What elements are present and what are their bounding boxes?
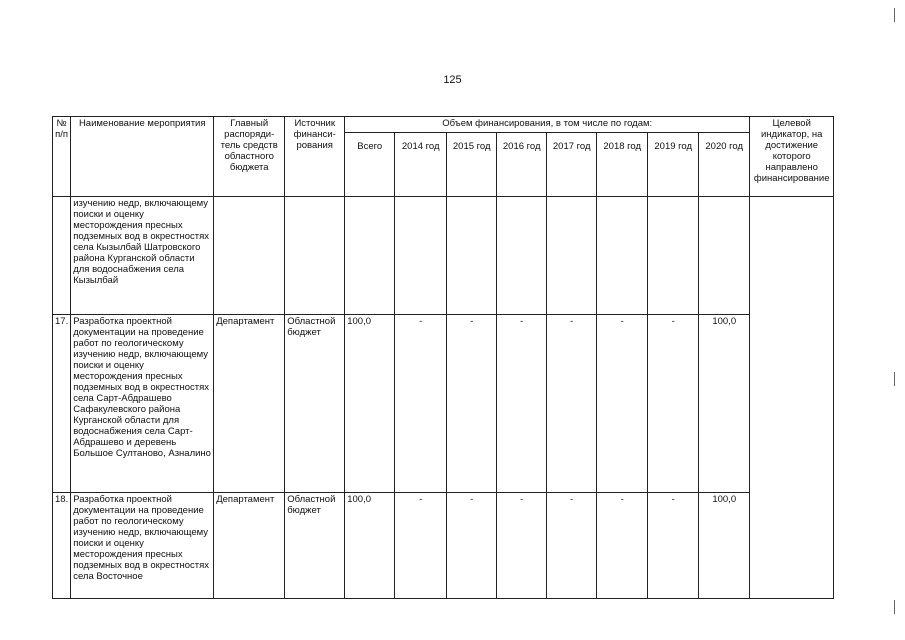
row-total: 100,0	[345, 315, 395, 493]
row-2018: -	[597, 493, 648, 599]
row-2015: -	[447, 493, 497, 599]
header-funding-group: Объем финансирования, в том числе по годам:	[345, 117, 750, 133]
header-col-2018: 2018 год	[597, 133, 648, 197]
row-name: изучению недр, включающему поиски и оценку месторождения пресных подземных вод в окрестностях села Кызылбай Шатровского района Курганской области для водоснабжения села Кызылбай	[71, 197, 214, 315]
row-source: Областной бюджет	[285, 493, 345, 599]
row-source	[285, 197, 345, 315]
row-name: Разработка проектной документации на проведение работ по геологическому изучению недр, включающему поиски и оценку месторождения пресных подземных вод в окрестностях села Сарт-Абдрашево Сафакулевского района Курганской области для водоснабжения села Сарт-Абдрашево и деревень Большое Султаново, Азналино	[71, 315, 214, 493]
page-number: 125	[443, 74, 462, 86]
header-col-source: Источник финанси-рования	[285, 117, 345, 197]
row-2020: 100,0	[699, 493, 750, 599]
row-2018	[597, 197, 648, 315]
scan-edge-mark	[894, 8, 895, 22]
row-name: Разработка проектной документации на проведение работ по геологическому изучению недр, включающему поиски и оценку месторождения пресных подземных вод в окрестностях села Восточное	[71, 493, 214, 599]
row-number: 18.	[53, 493, 71, 599]
row-2016	[497, 197, 547, 315]
row-2015: -	[447, 315, 497, 493]
row-2014: -	[395, 315, 447, 493]
row-source: Областной бюджет	[285, 315, 345, 493]
header-col-indicator: Целевой индикатор, на достижение которого направлено финансирование	[750, 117, 834, 197]
row-total: 100,0	[345, 493, 395, 599]
row-2020: 100,0	[699, 315, 750, 493]
header-col-2017: 2017 год	[547, 133, 597, 197]
header-col-2020: 2020 год	[699, 133, 750, 197]
header-col-2014: 2014 год	[395, 133, 447, 197]
row-2014	[395, 197, 447, 315]
row-2017	[547, 197, 597, 315]
header-col-2015: 2015 год	[447, 133, 497, 197]
row-number	[53, 197, 71, 315]
header-col-name: Наименование мероприятия	[71, 117, 214, 197]
row-2017: -	[547, 493, 597, 599]
row-2019: -	[648, 315, 699, 493]
scan-edge-mark	[894, 600, 895, 614]
row-indicator	[750, 197, 834, 599]
row-2019	[648, 197, 699, 315]
table-row	[53, 197, 834, 315]
header-col-2019: 2019 год	[648, 133, 699, 197]
row-2015	[447, 197, 497, 315]
row-2018: -	[597, 315, 648, 493]
table-row	[53, 493, 834, 599]
row-2017: -	[547, 315, 597, 493]
row-2016: -	[497, 315, 547, 493]
header-col-manager: Главный распоряди-тель средств областного бюджета	[214, 117, 285, 197]
header-col-total: Всего	[345, 133, 395, 197]
header-col-2016: 2016 год	[497, 133, 547, 197]
row-total	[345, 197, 395, 315]
row-number: 17.	[53, 315, 71, 493]
row-manager: Департамент	[214, 493, 285, 599]
table-row	[53, 315, 834, 493]
row-manager	[214, 197, 285, 315]
row-2014: -	[395, 493, 447, 599]
header-col-number: № п/п	[53, 117, 71, 197]
row-manager: Департамент	[214, 315, 285, 493]
scan-edge-mark	[894, 372, 895, 386]
row-2019: -	[648, 493, 699, 599]
funding-table	[52, 116, 834, 599]
row-2016: -	[497, 493, 547, 599]
row-2020	[699, 197, 750, 315]
